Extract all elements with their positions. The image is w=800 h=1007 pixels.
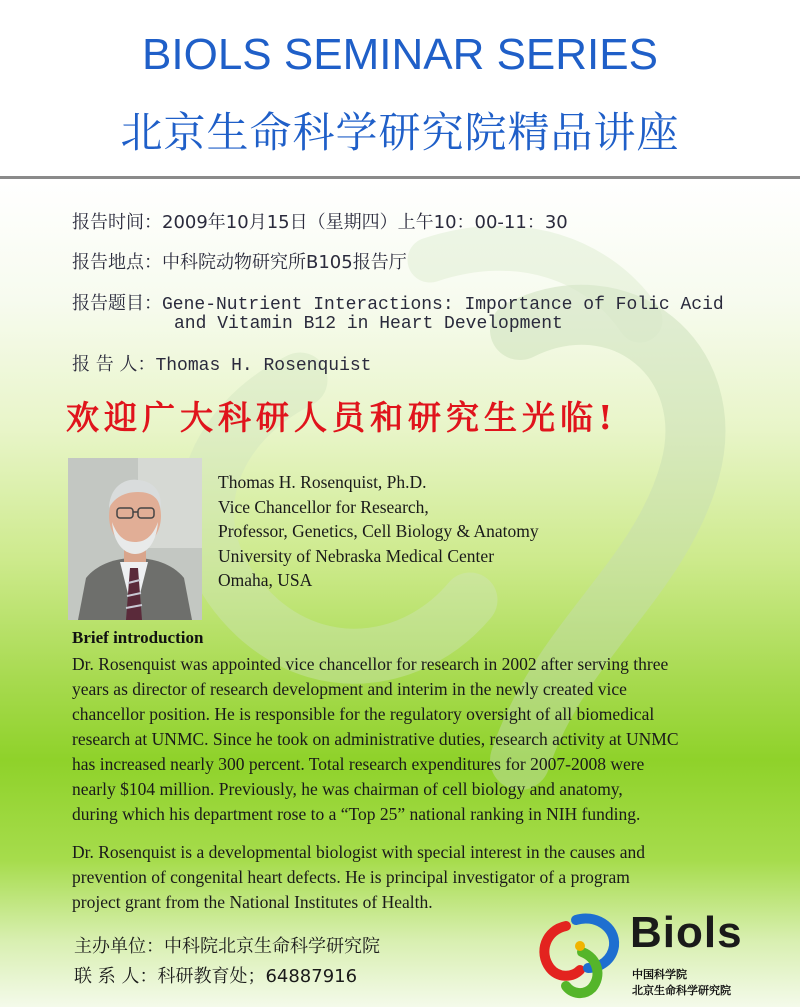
intro-line: chancellor position. He is responsible for the regulatory oversight of all biomedical — [72, 704, 655, 724]
speaker-name-title: Thomas H. Rosenquist, Ph.D. — [218, 472, 427, 492]
speaker-department: Professor, Genetics, Cell Biology & Anatomy — [218, 521, 539, 541]
topic-row — [72, 289, 724, 315]
logo-wordmark: Biols — [630, 908, 743, 957]
host-row — [74, 932, 380, 958]
speaker-value: Thomas H. Rosenquist — [155, 356, 372, 376]
speaker-label: 报 告 人： — [72, 354, 156, 375]
intro-paragraph-1 — [72, 652, 679, 827]
intro-line: nearly $104 million. Previously, he was chairman of cell biology and anatomy, — [72, 779, 623, 799]
biols-logo — [536, 908, 756, 1002]
time-row — [72, 208, 568, 234]
intro-line: project grant from the National Institutes of Health. — [72, 892, 433, 912]
intro-paragraph-2 — [72, 840, 645, 915]
topic-line-1: Gene-Nutrient Interactions: Importance of Folic Acid — [162, 295, 724, 315]
biols-logo-icon — [536, 912, 628, 1000]
intro-line: Dr. Rosenquist is a developmental biologist with special interest in the causes and — [72, 842, 646, 862]
intro-line: has increased nearly 300 percent. Total research expenditures for 2007-2008 were — [72, 754, 645, 774]
contact-value: 科研教育处；64887916 — [157, 966, 358, 987]
header-divider — [0, 176, 800, 179]
time-label: 报告时间： — [72, 212, 162, 233]
logo-cas-text: 中国科学院 — [632, 968, 687, 981]
intro-line: Dr. Rosenquist was appointed vice chancellor for research in 2002 after serving three — [72, 654, 669, 674]
poster-header — [0, 0, 800, 176]
host-value: 中科院北京生命科学研究院 — [164, 936, 380, 957]
intro-line: research at UNMC. Since he took on administrative duties, research activity at UNMC — [72, 729, 679, 749]
intro-line: years as director of research development and interim in the newly created vice — [72, 679, 627, 699]
title-chinese: 北京生命科学研究院精品讲座 — [120, 108, 680, 157]
speaker-row — [72, 350, 372, 376]
place-value: 中科院动物研究所B105报告厅 — [162, 252, 407, 273]
place-row — [72, 248, 407, 274]
topic-line-2: and Vitamin B12 in Heart Development — [174, 314, 563, 334]
intro-line: prevention of congenital heart defects. He is principal investigator of a program — [72, 867, 630, 887]
welcome-banner: 欢迎广大科研人员和研究生光临! — [66, 398, 618, 437]
speaker-photo — [68, 458, 202, 620]
title-english: BIOLS SEMINAR SERIES — [142, 30, 658, 79]
topic-label: 报告题目： — [72, 293, 162, 314]
speaker-details — [218, 470, 539, 593]
host-label: 主办单位： — [74, 936, 164, 957]
intro-line: during which his department rose to a “Top 25” national ranking in NIH funding. — [72, 804, 641, 824]
speaker-position: Vice Chancellor for Research, — [218, 496, 429, 517]
time-value: 2009年10月15日（星期四）上午10：00-11：30 — [162, 212, 568, 233]
logo-institute-text: 北京生命科学研究院 — [632, 984, 731, 997]
contact-row — [74, 962, 357, 988]
intro-heading: Brief introduction — [72, 628, 204, 647]
contact-label: 联 系 人： — [74, 966, 158, 987]
place-label: 报告地点： — [72, 252, 162, 273]
speaker-institution: University of Nebraska Medical Center — [218, 545, 495, 566]
speaker-location: Omaha, USA — [218, 570, 313, 590]
